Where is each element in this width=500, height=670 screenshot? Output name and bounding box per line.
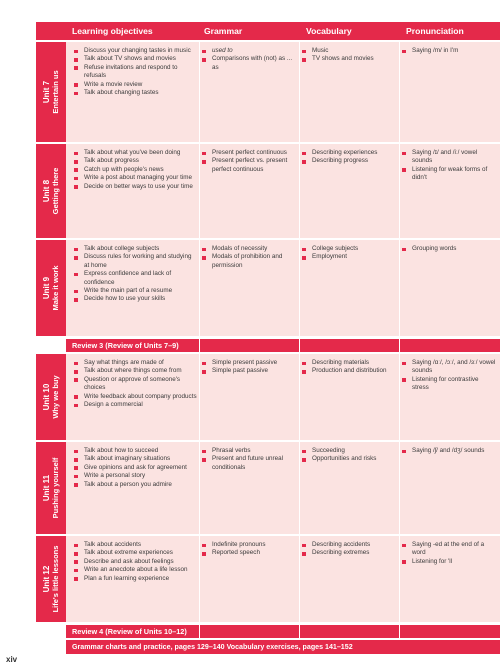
unit-10-tab (36, 354, 66, 440)
column-divider (399, 40, 400, 640)
list-item: Plan a fun learning experience (74, 575, 198, 583)
list-item: Listening for 'll (402, 558, 496, 566)
grammar-list (202, 541, 296, 558)
pronunciation-list (402, 447, 496, 455)
list-item: Design a commercial (74, 401, 198, 409)
list-item: Describing materials (302, 359, 396, 367)
list-item: Describe and ask about feelings (74, 558, 198, 566)
list-item: Production and distribution (302, 367, 396, 375)
unit-title: Entertain us (51, 70, 60, 114)
list-item: Write the main part of a resume (74, 287, 198, 295)
list-item: Discuss rules for working and studying at home (74, 253, 198, 270)
unit-8-row (66, 144, 500, 238)
review-3-bar: Review 3 (Review of Units 7–9) (66, 339, 500, 352)
pronunciation-list (402, 47, 496, 55)
list-item: Decide on better ways to use your time (74, 183, 198, 191)
list-item: Talk about a person you admire (74, 481, 198, 489)
vocabulary-list (302, 149, 396, 166)
learning-objectives-list (74, 359, 198, 409)
unit-title: Why we buy (51, 375, 60, 419)
header-vocabulary: Vocabulary (306, 26, 352, 36)
learning-objectives-list (74, 245, 198, 304)
pronunciation-list (402, 149, 496, 183)
vocabulary-list (302, 447, 396, 464)
list-item: Refuse invitations and respond to refusals (74, 64, 198, 81)
header-learning-objectives: Learning objectives (72, 26, 153, 36)
unit-title: Make it work (51, 265, 60, 311)
list-item: Write an anecdote about a life lesson (74, 566, 198, 574)
unit-9-row (66, 240, 500, 336)
pronunciation-list (402, 541, 496, 566)
list-item: Talk about college subjects (74, 245, 198, 253)
list-item: Saying /ɑː/, /ɔː/, and /ɜː/ vowel sounds (402, 359, 496, 376)
list-item: Opportunities and risks (302, 455, 396, 463)
list-item: Saying -ed at the end of a word (402, 541, 496, 558)
list-item: Talk about imaginary situations (74, 455, 198, 463)
unit-title: Getting there (51, 167, 60, 215)
column-divider (199, 40, 200, 640)
grammar-list (202, 245, 296, 270)
list-item: Write feedback about company products (74, 393, 198, 401)
list-item: Give opinions and ask for agreement (74, 464, 198, 472)
header-grammar: Grammar (204, 26, 243, 36)
list-item: Saying /ʃ/ and /dʒ/ sounds (402, 447, 496, 455)
list-item: College subjects (302, 245, 396, 253)
unit-7-row (66, 42, 500, 142)
pronunciation-list (402, 245, 496, 253)
unit-11-row (66, 442, 500, 534)
list-item: Write a post about managing your time (74, 174, 198, 182)
column-divider (299, 40, 300, 640)
review-4-bar: Review 4 (Review of Units 10–12) (66, 625, 500, 638)
unit-number: Unit 11 (42, 474, 51, 502)
list-item: Present perfect vs. present perfect continuous (202, 157, 296, 174)
unit-number: Unit 10 (42, 383, 51, 411)
unit-7-tab (36, 42, 66, 142)
vocabulary-list (302, 359, 396, 376)
page-number: xiv (6, 655, 18, 664)
list-item: used to (202, 47, 296, 55)
unit-10-row (66, 354, 500, 440)
unit-11-tab (36, 442, 66, 534)
learning-objectives-list (74, 47, 198, 97)
list-item: Saying /m/ in I'm (402, 47, 496, 55)
grammar-list (202, 359, 296, 376)
unit-12-tab (36, 536, 66, 622)
list-item: Talk about extreme experiences (74, 549, 198, 557)
list-item: Talk about how to succeed (74, 447, 198, 455)
list-item: Present and future unreal conditionals (202, 455, 296, 472)
list-item: Succeeding (302, 447, 396, 455)
unit-9-tab (36, 240, 66, 336)
list-item: Simple past passive (202, 367, 296, 375)
table-header (36, 22, 500, 40)
unit-title: Pushing yourself (51, 457, 60, 519)
list-item: Talk about accidents (74, 541, 198, 549)
vocabulary-list (302, 47, 396, 64)
list-item: Question or approve of someone's choices (74, 376, 198, 393)
list-item: Express confidence and lack of confidence (74, 270, 198, 287)
unit-number: Unit 12 (42, 565, 51, 593)
list-item: Describing experiences (302, 149, 396, 157)
list-item: Say what things are made of (74, 359, 198, 367)
list-item: Talk about changing tastes (74, 89, 198, 97)
list-item: Talk about progress (74, 157, 198, 165)
list-item: Modals of prohibition and permission (202, 253, 296, 270)
list-item: Phrasal verbs (202, 447, 296, 455)
list-item: Catch up with people's news (74, 166, 198, 174)
list-item: Describing extremes (302, 549, 396, 557)
grammar-list (202, 447, 296, 472)
list-item: Talk about where things come from (74, 367, 198, 375)
list-item: Talk about what you've been doing (74, 149, 198, 157)
list-item: Talk about TV shows and movies (74, 55, 198, 63)
list-item: Comparisons with (not) as ... as (202, 55, 296, 72)
vocabulary-list (302, 541, 396, 558)
list-item: Discuss your changing tastes in music (74, 47, 198, 55)
unit-8-tab (36, 144, 66, 238)
list-item: Music (302, 47, 396, 55)
learning-objectives-list (74, 149, 198, 191)
unit-title: Life's little lessons (51, 545, 60, 613)
list-item: Saying /ɪ/ and /iː/ vowel sounds (402, 149, 496, 166)
unit-number: Unit 7 (42, 80, 51, 104)
list-item: Listening for weak forms of didn't (402, 166, 496, 183)
grammar-list (202, 149, 296, 174)
header-pronunciation: Pronunciation (406, 26, 464, 36)
pronunciation-list (402, 359, 496, 393)
list-item: Describing progress (302, 157, 396, 165)
learning-objectives-list (74, 447, 198, 489)
list-item: Indefinite pronouns (202, 541, 296, 549)
unit-number: Unit 9 (42, 276, 51, 300)
list-item: Grouping words (402, 245, 496, 253)
list-item: TV shows and movies (302, 55, 396, 63)
list-item: Decide how to use your skills (74, 295, 198, 303)
list-item: Write a personal story (74, 472, 198, 480)
unit-number: Unit 8 (42, 179, 51, 203)
learning-objectives-list (74, 541, 198, 583)
vocabulary-list (302, 245, 396, 262)
footer-page-references: Grammar charts and practice, pages 129–140 Vocabulary exercises, pages 141–152 (66, 640, 500, 654)
list-item: Reported speech (202, 549, 296, 557)
list-item: Simple present passive (202, 359, 296, 367)
list-item: Modals of necessity (202, 245, 296, 253)
unit-12-row (66, 536, 500, 622)
list-item: Listening for contrastive stress (402, 376, 496, 393)
grammar-list (202, 47, 296, 72)
list-item: Employment (302, 253, 396, 261)
list-item: Write a movie review (74, 81, 198, 89)
list-item: Describing accidents (302, 541, 396, 549)
list-item: Present perfect continuous (202, 149, 296, 157)
